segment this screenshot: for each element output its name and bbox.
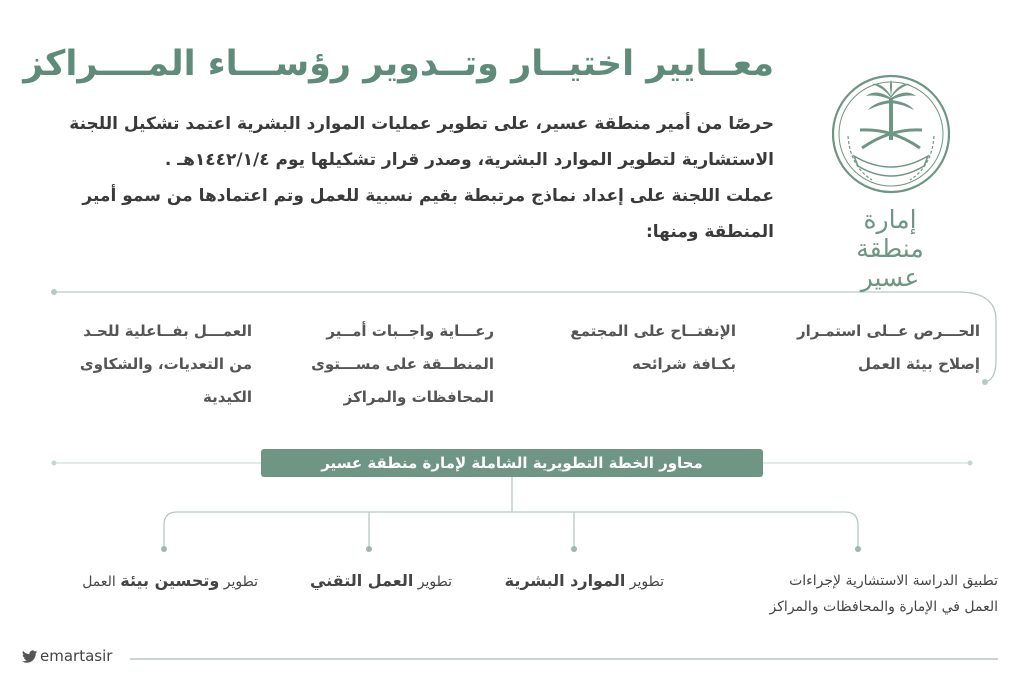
criterion-item [516,315,736,381]
plan-axis-item [252,568,452,595]
criterion-line: إصلاح بيئة العمل [858,355,980,373]
axis-prefix: تطوير [413,574,452,590]
axis-bold: وتحسين بيئة [120,571,220,590]
saudi-emblem-palm-swords-icon [832,66,950,204]
criterion-line: بكـافة شرائحه [631,355,736,373]
axis-prefix: تطوير [625,574,664,590]
page-title: معــايير اختيــار وتــدوير رؤســـاء المــــراكز [23,44,774,84]
plan-axis-item [678,568,998,620]
axis-line: العمل في الإمارة والمحافظات والمراكز [769,599,998,615]
criterion-item [760,315,980,381]
criterion-line: الإنفتــاح على المجتمع [570,322,736,340]
plan-axis-item [38,568,258,595]
criterion-line: العمـــل بفــاعلية للحـد [83,322,252,340]
intro-line: المنطقة ومنها: [645,222,774,242]
criterion-item [32,315,252,414]
criterion-line: الحـــرص عــلى استمـرار [796,322,980,340]
criterion-line: المحافظات والمراكز [343,388,494,406]
axis-prefix: تطوير [219,574,258,590]
axis-bold: العمل التقني [309,571,414,590]
intro-line: الاستشارية لتطوير الموارد البشرية، وصدر قرار تشكيلها يوم ١٤٤٢/١/٤هـ . [164,150,774,170]
twitter-bird-icon [22,650,38,664]
axis-line: تطبيق الدراسة الاستشارية لإجراءات [789,573,998,589]
criterion-line: المنطــقة على مســـتوى [311,355,494,373]
intro-line: حرصًا من أمير منطقة عسير، على تطوير عمليات الموارد البشرية اعتمد تشكيل اللجنة [69,114,774,134]
axis-suffix: العمل [82,574,121,590]
logo-text: إمارة منطقة عسير [856,205,924,292]
intro-line: عملت اللجنة على إعداد نماذج مرتبطة بقيم نسبية للعمل وتم اعتمادها من سمو أمير [82,186,774,206]
criterion-item [274,315,494,414]
footer-handle[interactable]: emartasir [40,647,113,665]
plan-title: محاور الخطة التطويرية الشاملة لإمارة منطقة عسير [261,449,763,477]
criterion-line: الكيدية [202,388,252,406]
plan-axis-item [424,568,664,595]
axis-bold: الموارد البشرية [504,571,626,590]
intro-paragraph [34,106,774,250]
criterion-line: رعـــاية واجــبات أمــير [326,322,494,340]
criterion-line: من التعديات، والشكاوى [79,355,252,373]
